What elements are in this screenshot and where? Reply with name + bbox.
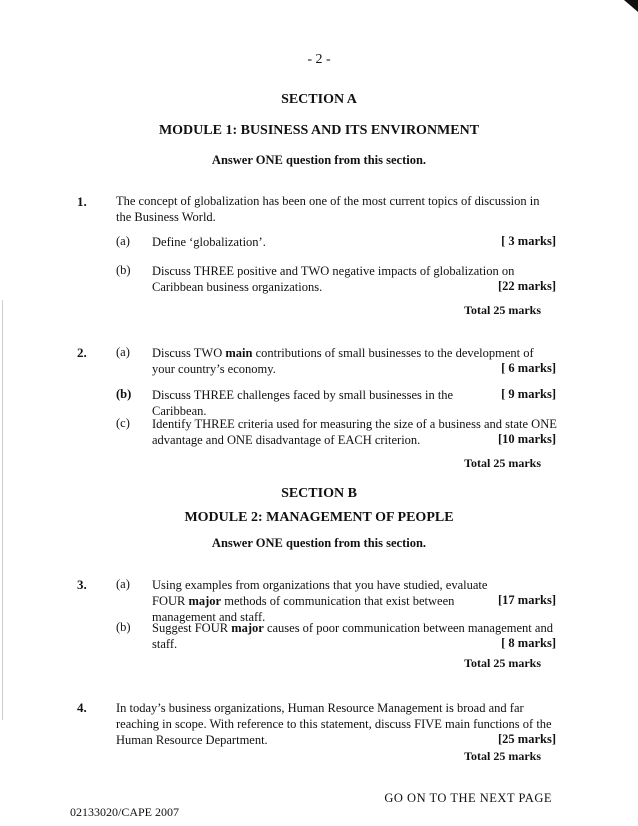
scan-corner-mark	[624, 0, 638, 12]
q2-part-c-label: (c)	[116, 416, 130, 430]
q2-part-a-text: Discuss TWO main contributions of small businesses to the development of your country’s economy.	[152, 346, 534, 376]
q2-part-a-label: (a)	[116, 345, 130, 359]
module-1-title: MODULE 1: BUSINESS AND ITS ENVIRONMENT	[158, 123, 480, 138]
q4-total: Total 25 marks	[464, 749, 541, 763]
q2-part-b-marks: [ 9 marks]	[501, 387, 556, 401]
section-a-instruction: Answer ONE question from this section.	[211, 153, 427, 167]
q2-part-c-marks: [10 marks]	[498, 432, 556, 446]
q2-total: Total 25 marks	[464, 456, 541, 470]
section-a-heading: SECTION A	[281, 92, 357, 107]
q3-part-b-label: (b)	[116, 620, 131, 634]
q1-part-b-label: (b)	[116, 263, 131, 277]
section-b-instruction: Answer ONE question from this section.	[211, 536, 427, 550]
question-2-number: 2.	[77, 345, 87, 360]
q3-total: Total 25 marks	[464, 656, 541, 670]
q1-part-a-marks: [ 3 marks]	[501, 234, 556, 248]
q3-part-a-label: (a)	[116, 577, 130, 591]
q1-part-a-label: (a)	[116, 234, 130, 248]
module-2-title: MODULE 2: MANAGEMENT OF PEOPLE	[184, 510, 454, 525]
q1-part-b-marks: [22 marks]	[498, 279, 556, 293]
q1-part-b-text: Discuss THREE positive and TWO negative impacts of globalization on Caribbean business organizations.	[152, 264, 515, 294]
q2-part-b-label: (b)	[116, 387, 132, 401]
page-number: - 2 -	[307, 52, 331, 67]
question-4-number: 4.	[77, 700, 87, 715]
question-1-number: 1.	[77, 194, 87, 209]
q3-part-b-text: Suggest FOUR major causes of poor communication between management and staff.	[152, 621, 553, 651]
q3-part-b-marks: [ 8 marks]	[501, 636, 556, 650]
next-page-notice: GO ON TO THE NEXT PAGE	[384, 791, 552, 805]
q1-total: Total 25 marks	[464, 303, 541, 317]
q4-marks: [25 marks]	[498, 732, 556, 746]
q3-part-a-marks: [17 marks]	[498, 593, 556, 607]
question-1-text: The concept of globalization has been one of the most current topics of discussion in the Business World.	[116, 194, 540, 224]
q2-part-a-marks: [ 6 marks]	[501, 361, 556, 375]
question-3-number: 3.	[77, 577, 87, 592]
paper-code: 02133020/CAPE 2007	[70, 805, 180, 819]
section-b-heading: SECTION B	[281, 486, 357, 501]
question-4-text: In today’s business organizations, Human Resource Management is broad and far reaching in scope. With reference to this statement, discuss FIVE main functions of the Human Resource Department.	[116, 701, 552, 747]
q2-part-b-text: Discuss THREE challenges faced by small businesses in the Caribbean.	[152, 388, 454, 418]
q3-part-a-text: Using examples from organizations that you have studied, evaluate FOUR major methods of communication that exist between management and staff.	[152, 578, 488, 624]
q1-part-a-text: Define ‘globalization’.	[152, 235, 266, 249]
q2-part-c-text: Identify THREE criteria used for measuring the size of a business and state ONE advantage and ONE disadvantage of EACH criterion.	[152, 417, 557, 447]
